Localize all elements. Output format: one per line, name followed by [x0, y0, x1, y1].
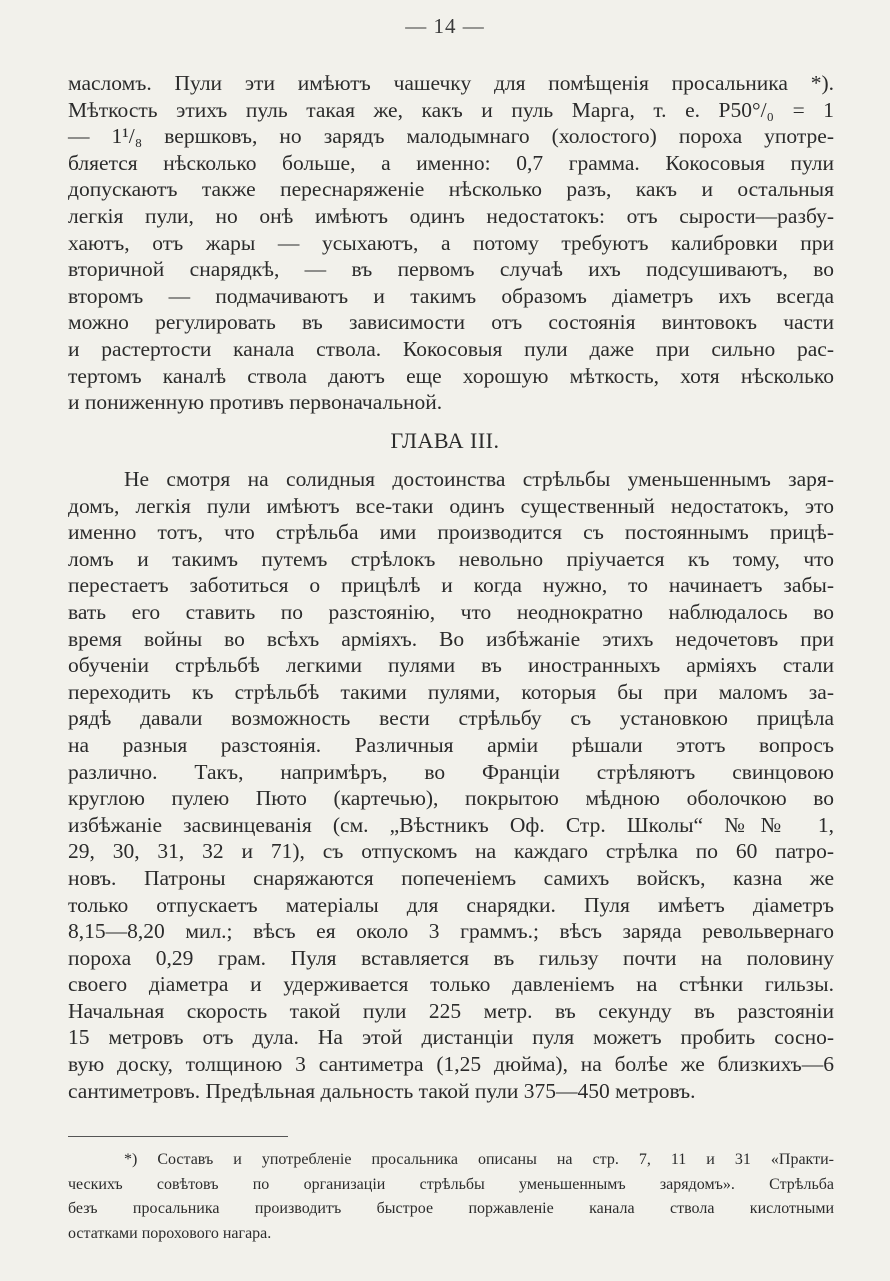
text-line: можно регулировать въ зависимости отъ состоянія винтовокъ части	[68, 310, 834, 335]
paragraph-1	[68, 70, 834, 416]
text-line: 29, 30, 31, 32 и 71), съ отпускомъ на каждаго стрѣлка по 60 патро-	[68, 839, 834, 864]
text-line: тертомъ каналѣ ствола даютъ еще хорошую мѣткость, хотя нѣсколько	[68, 363, 834, 388]
text-line: вторичной снарядкѣ, — въ первомъ случаѣ ихъ подсушиваютъ, во	[68, 257, 834, 282]
text-line: 15 метровъ отъ дула. На этой дистанціи пуля можетъ пробить сосно-	[68, 1025, 834, 1050]
text-line: Мѣткость этихъ пуль такая же, какъ и пуль Марга, т. е. Р50°/₀ = 1	[68, 97, 834, 122]
text-line: масломъ. Пули эти имѣютъ чашечку для помѣщенія просальника *).	[68, 71, 834, 95]
text-line: своего діаметра и удерживается только давленіемъ на стѣнки гильзы.	[68, 972, 834, 997]
text-line: легкія пули, но онѣ имѣютъ одинъ недостатокъ: отъ сырости—разбу-	[68, 203, 834, 228]
text-line: именно тотъ, что стрѣльба ими производится съ постояннымъ прицѣ-	[68, 520, 834, 545]
text-line: второмъ — подмачиваютъ и такимъ образомъ діаметръ ихъ всегда	[68, 283, 834, 308]
text-line: Начальная скорость такой пули 225 метр. въ секунду въ разстояніи	[68, 998, 834, 1023]
text-line: — 1¹/₈ вершковъ, но зарядъ малодымнаго (холостого) пороха употре-	[68, 124, 834, 149]
text-line: круглою пулею Пюто (картечью), покрытою мѣдною оболочкою во	[68, 786, 834, 811]
text-line: рядѣ давали возможность вести стрѣльбу съ установкою прицѣла	[68, 706, 834, 731]
footnote-divider	[68, 1136, 288, 1137]
text-line: вую доску, толщиною 3 сантиметра (1,25 дюйма), на болѣе же близкихъ—6	[68, 1052, 834, 1077]
text-line: перестаетъ заботиться о прицѣлѣ и когда нужно, то начинаетъ забы-	[68, 573, 834, 598]
text-line: домъ, легкія пули имѣютъ все-таки одинъ существенный недостатокъ, это	[68, 493, 834, 518]
text-line: 8,15—8,20 мил.; вѣсъ ея около 3 граммъ.; вѣсъ заряда револьвернаго	[68, 919, 834, 944]
text-line: пороха 0,29 грам. Пуля вставляется въ гильзу почти на половину	[68, 945, 834, 970]
text-line: ломъ и такимъ путемъ стрѣлокъ невольно пріучается къ тому, что	[68, 546, 834, 571]
text-line: бляется нѣсколько больше, а именно: 0,7 грамма. Кокосовыя пули	[68, 150, 834, 175]
footnote	[68, 1148, 834, 1246]
footnote-line: *) Составъ и употребленіе просальника описаны на стр. 7, 11 и 31 «Практи-	[124, 1151, 834, 1168]
text-line: переходить къ стрѣльбѣ такими пулями, которыя бы при маломъ за-	[68, 679, 834, 704]
text-line: сантиметровъ. Предѣльная дальность такой пули 375—450 метровъ.	[68, 1078, 696, 1103]
paragraph-2	[68, 466, 834, 1104]
text-line: только отпускаетъ матеріалы для снарядки. Пуля имѣетъ діаметръ	[68, 892, 834, 917]
page-number: — 14 —	[405, 14, 485, 38]
chapter-heading: ГЛАВА III.	[390, 428, 500, 453]
text-line: хаютъ, отъ жары — усыхаютъ, а потому требуютъ калибровки при	[68, 230, 834, 255]
footnote-line: остатками порохового нагара.	[68, 1224, 272, 1242]
text-line: различно. Такъ, напримѣръ, во Франціи стрѣляютъ свинцовою	[68, 759, 834, 784]
text-line: Не смотря на солидныя достоинства стрѣльбы уменьшеннымъ заря-	[124, 467, 834, 491]
text-line: вать его ставить по разстоянію, что неоднократно наблюдалось во	[68, 599, 834, 624]
footnote-line: безъ просальника производитъ быстрое поржавленіе канала ствола кислотными	[68, 1200, 834, 1217]
text-line: новъ. Патроны снаряжаются попеченіемъ самихъ войскъ, казна же	[68, 865, 834, 890]
text-line: на разныя разстоянія. Различныя арміи рѣшали этотъ вопросъ	[68, 732, 834, 757]
text-line: избѣжаніе засвинцеванія (см. „Вѣстникъ Оф. Стр. Школы“ №№ 1,	[68, 812, 834, 837]
text-line: время войны во всѣхъ арміяхъ. Во избѣжаніе этихъ недочетовъ при	[68, 626, 834, 651]
text-line: обученіи стрѣльбѣ легкими пулями въ иностранныхъ арміяхъ стали	[68, 653, 834, 678]
footnote-line: ческихъ совѣтовъ по организаціи стрѣльбы уменьшеннымъ зарядомъ». Стрѣльба	[68, 1175, 834, 1193]
text-line: и пониженную противъ первоначальной.	[68, 390, 443, 415]
text-line: допускаютъ также переснаряженіе нѣсколько разъ, какъ и остальныя	[68, 177, 834, 202]
text-line: и растертости канала ствола. Кокосовыя пули даже при сильно рас-	[68, 336, 834, 361]
